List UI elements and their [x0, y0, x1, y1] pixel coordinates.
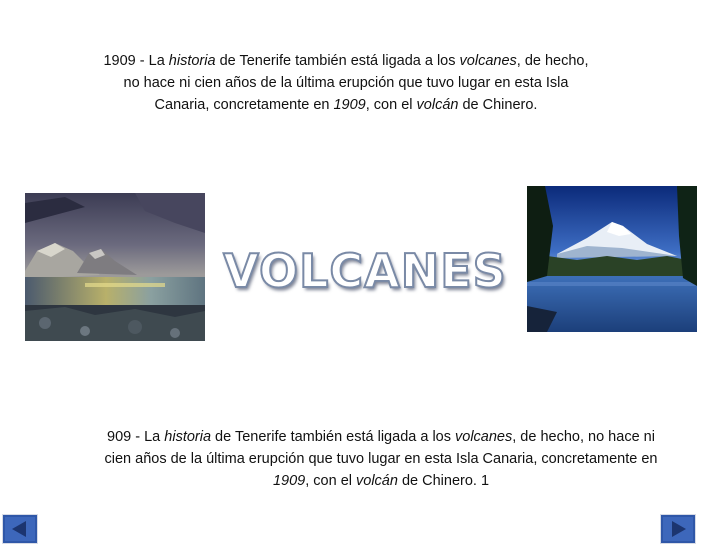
left-arrow-icon	[2, 514, 38, 544]
text-run: 1909	[333, 97, 366, 113]
text-run: , de hecho, no hace ni cien años de la última erupción que tuvo lugar en esta Isla Canaria, concretamente en	[104, 429, 658, 467]
text-run: , de hecho, no hace ni cien años de la última erupción que tuvo lugar en esta Isla Canaria, concretamente en	[123, 53, 589, 113]
left-volcano-painting	[25, 193, 205, 341]
text-run: volcanes	[455, 429, 513, 445]
text-run: volcán	[356, 473, 398, 489]
text-run: , con el	[305, 473, 357, 489]
text-run: de Tenerife también está ligada a los	[215, 53, 460, 69]
text-run: 909 - La	[107, 429, 165, 445]
text-run: volcanes	[459, 53, 517, 69]
text-run: historia	[168, 53, 216, 69]
text-run: 1909	[272, 473, 306, 489]
text-run: historia	[164, 429, 212, 445]
top-paragraph	[100, 50, 592, 116]
slide-title: VOLCANES	[223, 244, 507, 298]
right-volcano-photo	[527, 186, 697, 332]
text-run: 1909 - La	[103, 53, 169, 69]
previous-slide-button[interactable]	[2, 514, 38, 544]
right-arrow-icon	[660, 514, 696, 544]
text-run: volcán	[416, 97, 459, 113]
text-run: de Tenerife también está ligada a los	[211, 429, 456, 445]
bottom-paragraph	[100, 426, 662, 492]
text-run: , con el	[365, 97, 417, 113]
text-run: de Chinero. 1	[397, 473, 490, 489]
text-run: de Chinero.	[458, 97, 538, 113]
next-slide-button[interactable]	[660, 514, 696, 544]
